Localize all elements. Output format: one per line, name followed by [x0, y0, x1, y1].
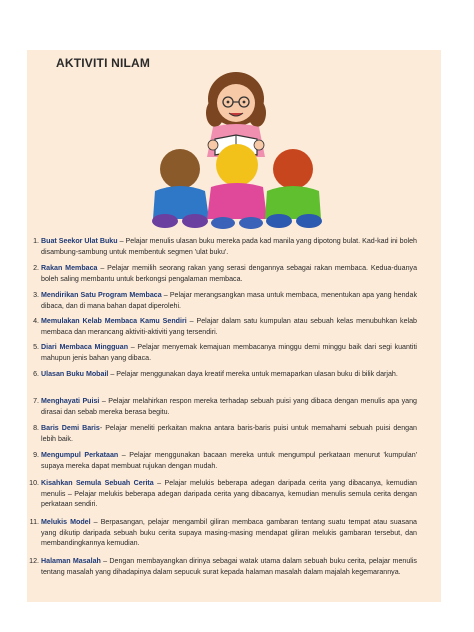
item-number: 1.: [33, 237, 39, 245]
item-number: 11.: [29, 518, 39, 526]
item-text: – Pelajar melukis beberapa adegan daripada cerita yang dibacanya, kemudian menulis – Pelajar melukis beberapa adegan daripada cerita yang dibacanya, kemudian menulis semula cerita dengan perkataan sendiri.: [41, 479, 417, 509]
item-text: - Pelajar meneliti perkaitan makna antara baris-baris puisi untuk memahami sebuah puisi dengan lebih baik.: [41, 424, 417, 443]
item-text: – Dengan membayangkan dirinya sebagai watak utama dalam sebuah buku cerita, pelajar menulis tentang masalah yang dihadapinya dalam sepucuk surat kepada halaman masalah dalam majalah kegemarannya.: [41, 557, 417, 576]
item-number: 7.: [33, 397, 39, 405]
item-number: 2.: [33, 264, 39, 272]
item-text: – Pelajar menulis ulasan buku mereka pada kad manila yang dipotong bulat. Kad-kad ini boleh disambung-sambung untuk membentuk segmen 'ulat buku'.: [41, 237, 417, 256]
item-heading: Diari Membaca Mingguan: [41, 343, 129, 351]
item-number: 10.: [29, 479, 39, 487]
item-heading: Ulasan Buku Mobail: [41, 370, 109, 378]
item-heading: Melukis Model: [41, 518, 91, 526]
item-text: – Pelajar merangsangkan masa untuk membaca, menentukan apa yang hendak dibaca, dan di mana bahan dapat diperolehi.: [41, 291, 417, 310]
item-heading: Buat Seekor Ulat Buku: [41, 237, 118, 245]
item-text: – Pelajar melahirkan respon mereka terhadap sebuah puisi yang dibaca dengan menulis apa yang dirasai dan sebab mereka berasa begitu.: [41, 397, 417, 416]
item-heading: Baris Demi Baris: [41, 424, 100, 432]
item-text: – Pelajar menggunakan bacaan mereka untuk mengumpul perkataan menurut 'kumpulan' supaya mereka dapat membuat rujukan dengan mudah.: [41, 451, 417, 470]
item-heading: Halaman Masalah: [41, 557, 101, 565]
item-text: – Pelajar memilih seorang rakan yang serasi dengannya sebagai rakan membaca. Kedua-duanya boleh saling membantu untuk berkongsi pengalaman membaca.: [41, 264, 418, 283]
item-text: – Pelajar menyemak kemajuan membacanya minggu demi minggu baik dari segi kuantiti mahupun jenis bahan yang dibaca.: [41, 343, 417, 362]
item-number: 8.: [33, 424, 39, 432]
item-heading: Memulakan Kelab Membaca Kamu Sendiri: [41, 317, 187, 325]
item-number: 4.: [33, 317, 39, 325]
item-number: 6.: [33, 370, 39, 378]
reading-children-illustration: [145, 69, 327, 231]
item-number: 12.: [29, 557, 39, 565]
item-number: 5.: [33, 343, 39, 351]
item-number: 3.: [33, 291, 39, 299]
item-heading: Rakan Membaca: [41, 264, 98, 272]
item-heading: Mengumpul Perkataan: [41, 451, 119, 459]
item-text: – Pelajar menggunakan daya kreatif mereka untuk memaparkan ulasan buku di bilik darjah.: [108, 370, 398, 378]
document-page: [27, 50, 441, 602]
item-heading: Mendirikan Satu Program Membaca: [41, 291, 162, 299]
item-text: – Berpasangan, pelajar mengambil giliran membaca gambaran tentang suatu tempat atau suasana yang dikutip daripada sebuah buku cerita supaya masing-masing mendapat giliran melukis gambaran tersebut, dan membandingkannya kemudian.: [41, 518, 418, 548]
item-number: 9.: [33, 451, 39, 459]
page-title: AKTIVITI NILAM: [56, 56, 151, 70]
item-heading: Menghayati Puisi: [41, 397, 100, 405]
item-text: – Pelajar dalam satu kumpulan atau sebuah kelas menubuhkan kelab membaca dan merancang aktiviti-aktiviti yang tersendiri.: [41, 317, 417, 336]
item-heading: Kisahkan Semula Sebuah Cerita: [41, 479, 154, 487]
